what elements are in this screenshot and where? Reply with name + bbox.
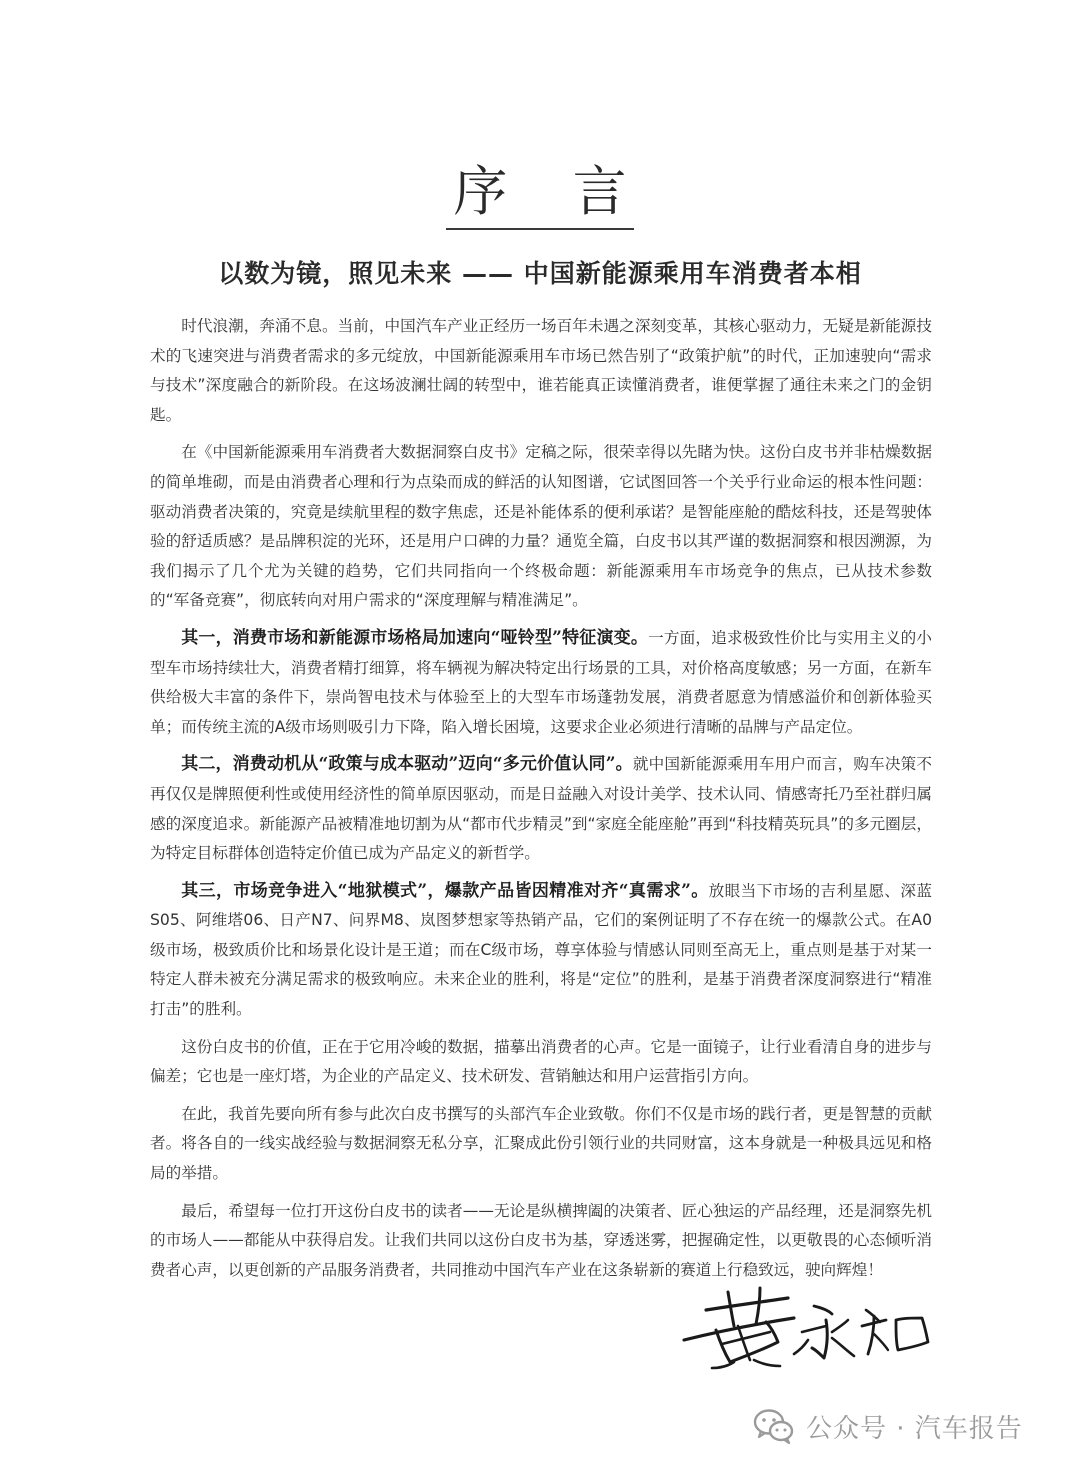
- watermark-text: 公众号 · 汽车报告: [806, 1413, 1023, 1444]
- paragraph-text: 就中国新能源乘用车用户而言，购车决策不再仅仅是牌照便利性或使用经济性的简单原因驱动，而是日益融入对设计美学、技术认同、情感寄托乃至社群归属感的深度追求。新能源产品被精准地切割为从“都市代步精灵”到“家庭全能座舱”再到“科技精英玩具”的多元圈层，为特定目标群体创造特定价值已成为产品定义的新哲学。: [150, 755, 932, 863]
- wechat-icon: [752, 1406, 796, 1446]
- paragraph-text: 一方面，追求极致性价比与实用主义的小型车市场持续壮大，消费者精打细算，将车辆视为解决特定出行场景的工具，对价格高度敏感；另一方面，在新车供给极大丰富的条件下，崇尚智电技术与体验至上的大型车市场蓬勃发展，消费者愿意为情感溢价和创新体验买单；而传统主流的A级市场则吸引力下降，陷入增长困境，这要求企业必须进行清晰的品牌与产品定位。: [150, 628, 932, 736]
- handwritten-signature: [676, 1280, 936, 1370]
- paragraph-lead: 其三，市场竞争进入“地狱模式”，爆款产品皆因精准对齐“真需求”。: [181, 880, 709, 901]
- paragraph: [150, 1197, 932, 1286]
- paragraph: [150, 877, 932, 1025]
- paragraph-text: 时代浪潮，奔涌不息。当前，中国汽车产业正经历一场百年未遇之深刻变革，其核心驱动力，无疑是新能源技术的飞速突进与消费者需求的多元绽放，中国新能源乘用车市场已然告别了“政策护航”的时代，正加速驶向“需求与技术”深度融合的新阶段。在这场波澜壮阔的转型中，谁若能真正读懂消费者，谁便掌握了通往未来之门的金钥匙。: [150, 317, 932, 424]
- paragraph: [150, 1100, 932, 1189]
- paragraph: [150, 312, 932, 430]
- watermark: [752, 1404, 1023, 1448]
- paragraph: [150, 1033, 932, 1092]
- paragraph-text: 在此，我首先要向所有参与此次白皮书撰写的头部汽车企业致敬。你们不仅是市场的践行者，更是智慧的贡献者。将各自的一线实战经验与数据洞察无私分享，汇聚成此份引领行业的共同财富，这本身就是一种极具远见和格局的举措。: [150, 1104, 932, 1183]
- paragraph: [150, 750, 932, 868]
- title-underline: [446, 228, 634, 230]
- paragraph-text: 在《中国新能源乘用车消费者大数据洞察白皮书》定稿之际，很荣幸得以先睹为快。这份白皮书并非枯燥数据的简单堆砌，而是由消费者心理和行为点染而成的鲜活的认知图谱，它试图回答一个关乎行业命运的根本性问题：驱动消费者决策的，究竟是续航里程的数字焦虑，还是补能体系的便利承诺？是智能座舱的酷炫科技，还是驾驶体验的舒适质感？是品牌积淀的光环，还是用户口碑的力量？通览全篇，白皮书以其严谨的数据洞察和根因溯源，为我们揭示了几个尤为关键的趋势，它们共同指向一个终极命题：新能源乘用车市场竞争的焦点，已从技术参数的“军备竞赛”，彻底转向对用户需求的“深度理解与精准满足”。: [150, 443, 932, 610]
- paragraph: [150, 438, 932, 616]
- paragraph-lead: 其二，消费动机从“政策与成本驱动”迈向“多元价值认同”。: [181, 754, 633, 775]
- page-title: 序 言: [453, 160, 651, 223]
- page-subtitle: 以数为镜，照见未来 —— 中国新能源乘用车消费者本相: [218, 259, 862, 288]
- paragraph-text: 这份白皮书的价值，正在于它用冷峻的数据，描摹出消费者的心声。它是一面镜子，让行业看清自身的进步与偏差；它也是一座灯塔，为企业的产品定义、技术研发、营销触达和用户运营指引方向。: [150, 1037, 932, 1086]
- paragraph-text: 最后，希望每一位打开这份白皮书的读者——无论是纵横捭阖的决策者、匠心独运的产品经理，还是洞察先机的市场人——都能从中获得启发。让我们共同以这份白皮书为基，穿透迷雾，把握确定性，以更敬畏的心态倾听消费者心声，以更创新的产品服务消费者，共同推动中国汽车产业在这条崭新的赛道上行稳致远，驶向辉煌！: [150, 1201, 932, 1279]
- paragraph: [150, 624, 932, 742]
- paragraph-lead: 其一，消费市场和新能源市场格局加速向“哑铃型”特征演变。: [181, 627, 649, 648]
- preface-body: [150, 312, 932, 1293]
- paragraph-text: 放眼当下市场的吉利星愿、深蓝S05、阿维塔06、日产N7、问界M8、岚图梦想家等热销产品，它们的案例证明了不存在统一的爆款公式。在A0级市场，极致质价比和场景化设计是王道；而在C级市场，尊享体验与情感认同则至高无上，重点则是基于对某一特定人群未被充分满足需求的极致响应。未来企业的胜利，将是“定位”的胜利，是基于消费者深度洞察进行“精准打击”的胜利。: [150, 881, 932, 1019]
